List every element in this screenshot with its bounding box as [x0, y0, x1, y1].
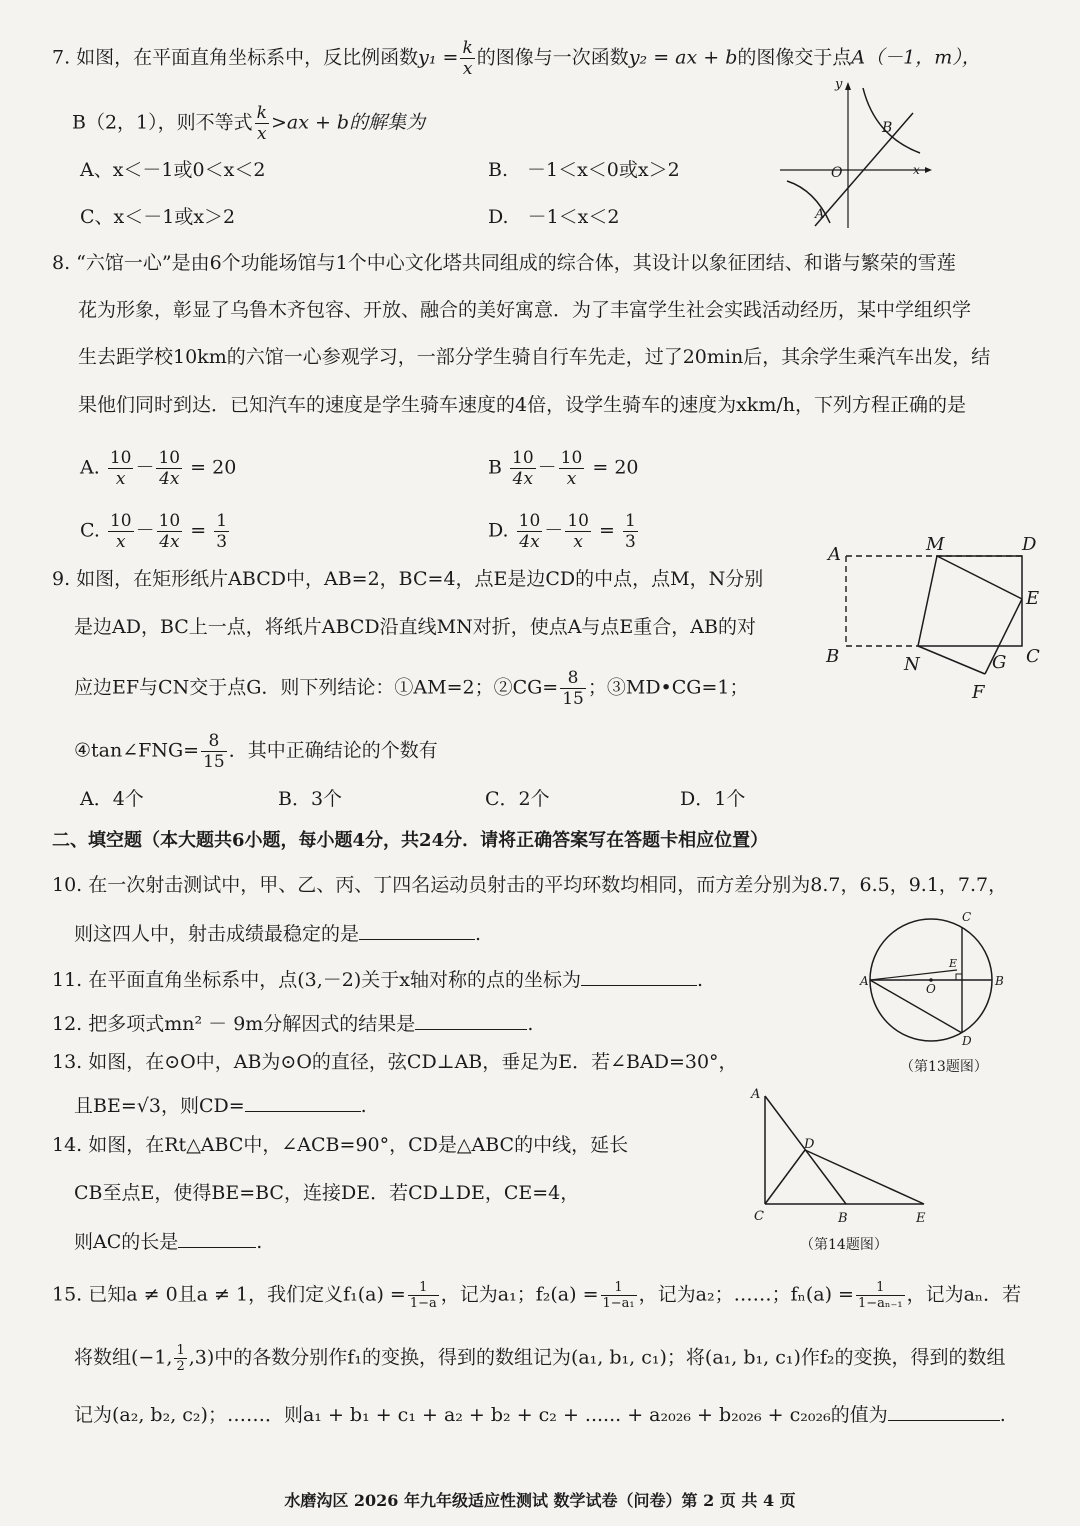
q7-line1: 7. 如图，在平面直角坐标系中，反比例函数y₁ = $\frac{k}{x}$ 的图像与一次函数y₂ = ax + b的图像交于点A（－1，m），: [52, 38, 981, 79]
q9-line2: 是边AD，BC上一点，将纸片ABCD沿直线MN对折，使点A与点E重合，AB的对: [74, 616, 756, 638]
q14-fig-label-e: E: [916, 1211, 926, 1226]
q13-fig-label-c: C: [962, 910, 972, 924]
fraction-k-x-2: $\frac{k}{x}$: [256, 103, 267, 144]
q8-option-d: D. $\frac{10}{4x}$ － $\frac{10}{x}$ = $\frac{1}{3}$: [488, 511, 636, 552]
q9-fig-label-n: N: [904, 654, 920, 675]
q8-line3: 生去距学校10km的六馆一心参观学习，一部分学生骑自行车先走，过了20min后，其余学生乘汽车出发，结: [78, 346, 991, 368]
q8-line2: 花为形象，彰显了乌鲁木齐包容、开放、融合的美好寓意．为了丰富学生社会实践活动经历，某中学组织学: [78, 299, 972, 321]
q12-answer-blank[interactable]: [415, 1009, 527, 1030]
q14-line1: 14. 如图，在Rt△ABC中，∠ACB=90°，CD是△ABC的中线，延长: [52, 1134, 629, 1156]
q7-fig-label-x: x: [913, 163, 920, 177]
q7-line2: B（2，1），则不等式 $\frac{k}{x}$ >ax + b的解集为: [72, 103, 426, 144]
q7-fig-label-b: B: [882, 120, 893, 136]
q15-line3: 记为(a₂, b₂, c₂)；……．则a₁ + b₁ + c₁ + a₂ + b₂ + c₂ + ...... + a₂₀₂₆ + b₂₀₂₆ + c₂₀₂₆的值为 .: [74, 1400, 1006, 1428]
q7-option-d: D. －1＜x＜2: [488, 206, 620, 228]
q14-fig-label-c: C: [754, 1209, 764, 1224]
q15-line2: 将数组(−1, $\frac{1}{2}$ ,3)中的各数分别作f₁的变换，得到的数组记为(a₁, b₁, c₁)；将(a₁, b₁, c₁)作f₂的变换，得到的数组: [74, 1343, 1006, 1374]
q13-caption: （第13题图）: [900, 1059, 988, 1075]
q7-option-b: B. －1＜x＜0或x＞2: [488, 159, 680, 181]
q9-fig-label-b: B: [826, 646, 840, 667]
q9-fig-label-c: C: [1026, 646, 1040, 667]
section-2-heading: 二、填空题（本大题共6小题，每小题4分，共24分．请将正确答案写在答题卡相应位置）: [52, 830, 769, 851]
q7-figure: [775, 78, 935, 230]
q9-fig-label-g: G: [992, 652, 1007, 673]
q9-fig-label-e: E: [1026, 588, 1040, 609]
q14-line3: 则AC的长是 .: [74, 1227, 262, 1255]
q9-fig-label-f: F: [972, 682, 985, 703]
q14-fig-label-b: B: [838, 1211, 848, 1226]
q9-fig-label-d: D: [1022, 534, 1037, 555]
q13-line2: 且BE=√3，则CD= .: [74, 1091, 367, 1119]
q8-option-b: B $\frac{10}{4x}$ － $\frac{10}{x}$ = 20: [488, 448, 639, 489]
q9-line3: 应边EF与CN交于点G．则下列结论：①AM=2；②CG= $\frac{8}{15}$ ；③MD•CG=1；: [74, 668, 749, 709]
q10-line2: 则这四人中，射击成绩最稳定的是 .: [74, 919, 481, 947]
q9-fig-label-a: A: [828, 544, 841, 565]
q13-answer-blank[interactable]: [245, 1091, 361, 1112]
q7-option-a: A、x＜－1或0＜x＜2: [80, 159, 266, 181]
q13-line1: 13. 如图，在⊙O中，AB为⊙O的直径，弦CD⊥AB，垂足为E．若∠BAD=30°，: [52, 1051, 738, 1073]
q9-figure: [822, 532, 1052, 712]
fraction-k-x: $\frac{k}{x}$: [462, 38, 473, 79]
q14-fig-label-a: A: [751, 1087, 761, 1102]
q13-fig-label-o: O: [926, 982, 936, 996]
q13-fig-label-d: D: [962, 1034, 972, 1048]
q9-option-d: D．1个: [680, 788, 746, 810]
q9-line4: ④tan∠FNG= $\frac{8}{15}$ ．其中正确结论的个数有: [74, 731, 438, 772]
q13-fig-label-a: A: [860, 974, 869, 988]
q9-option-a: A．4个: [80, 788, 144, 810]
q15-line1: 15. 已知a ≠ 0且a ≠ 1，我们定义f₁(a) = $\frac{1}{1-a}$ ，记为a₁；f₂(a) = $\frac{1}{\text{1−a₁}}$ ，记为a₂；……；fₙ(a) = $\frac{1}{\text{1−aₙ₋₁}}$ ，记为aₙ．若: [52, 1280, 1022, 1311]
q11-answer-blank[interactable]: [581, 965, 697, 986]
q11-line: 11. 在平面直角坐标系中，点(3,－2)关于x轴对称的点的坐标为 .: [52, 965, 703, 993]
q14-caption: （第14题图）: [800, 1237, 888, 1253]
q7-fig-label-o: O: [831, 165, 843, 181]
q14-figure: [748, 1082, 938, 1230]
q8-option-a: A. $\frac{10}{x}$ － $\frac{10}{4x}$ = 20: [80, 448, 237, 489]
q13-figure: [860, 905, 1010, 1047]
q8-line1: 8. “六馆一心”是由6个功能场馆与1个中心文化塔共同组成的综合体，其设计以象征团结、和谐与繁荣的雪莲: [52, 252, 956, 274]
page-footer: 水磨沟区 2026 年九年级适应性测试 数学试卷（问卷）第 2 页 共 4 页: [284, 1491, 796, 1510]
q14-fig-label-d: D: [804, 1137, 815, 1152]
q14-line2: CB至点E，使得BE=BC，连接DE．若CD⊥DE，CE=4，: [74, 1182, 580, 1204]
q8-option-c: C. $\frac{10}{x}$ － $\frac{10}{4x}$ = $\frac{1}{3}$: [80, 511, 228, 552]
q13-fig-label-e: E: [949, 957, 958, 970]
q10-answer-blank[interactable]: [359, 919, 475, 940]
q13-fig-label-b: B: [995, 974, 1004, 988]
q7-fig-label-y: y: [835, 77, 843, 92]
q15-answer-blank[interactable]: [888, 1400, 1000, 1421]
q9-option-b: B．3个: [278, 788, 343, 810]
q9-option-c: C．2个: [485, 788, 550, 810]
q10-line1: 10. 在一次射击测试中，甲、乙、丙、丁四名运动员射击的平均环数均相同，而方差分别为8.7，6.5，9.1，7.7，: [52, 874, 1008, 896]
q7-fig-label-a: A: [815, 207, 825, 222]
q8-line4: 果他们同时到达．已知汽车的速度是学生骑车速度的4倍，设学生骑车的速度为xkm/h，下列方程正确的是: [78, 394, 966, 416]
q7-option-c: C、x＜－1或x＞2: [80, 206, 236, 228]
q14-answer-blank[interactable]: [178, 1227, 256, 1248]
q9-fig-label-m: M: [926, 534, 945, 555]
q12-line: 12. 把多项式mn² － 9m分解因式的结果是 .: [52, 1009, 533, 1037]
q9-line1: 9. 如图，在矩形纸片ABCD中，AB=2，BC=4，点E是边CD的中点，点M，N分别: [52, 568, 764, 590]
